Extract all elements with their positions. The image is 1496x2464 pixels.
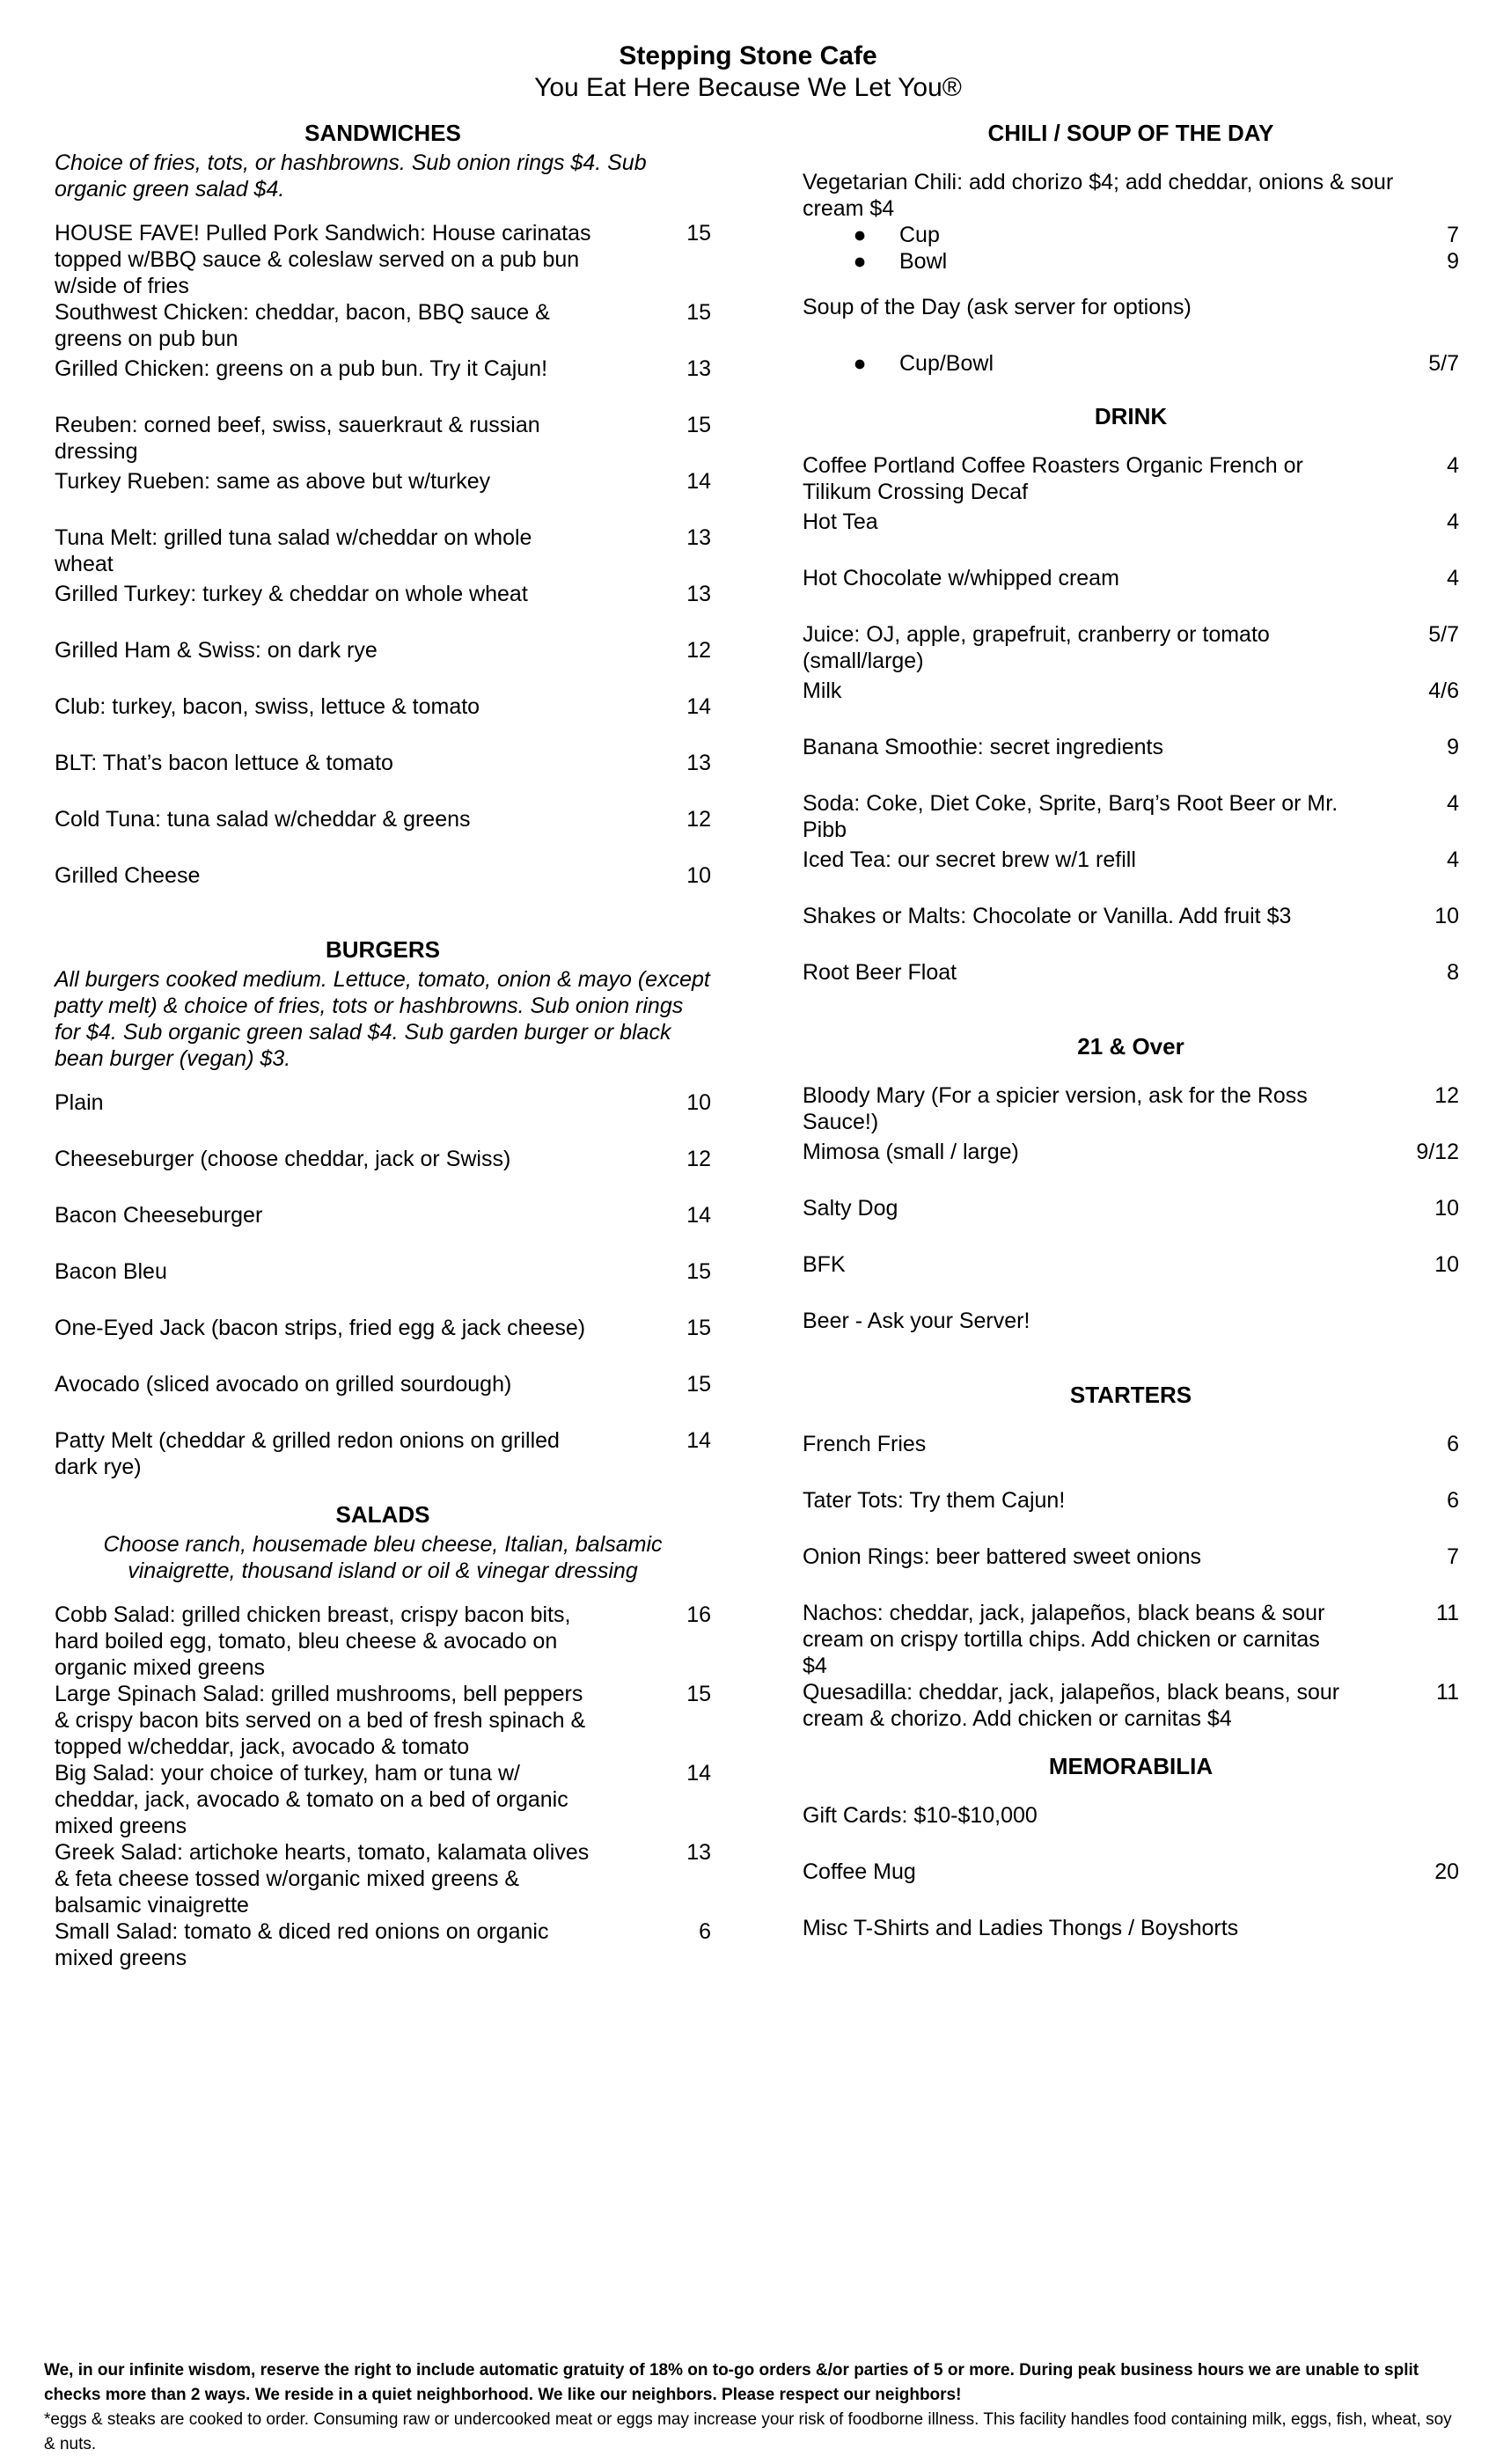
soup-cupbowl-row <box>803 350 1459 377</box>
menu-item <box>55 1681 711 1760</box>
section-title-chili: CHILI / SOUP OF THE DAY <box>987 120 1274 146</box>
menu-item <box>803 1431 1459 1487</box>
menu-item-name: Southwest Chicken: cheddar, bacon, BBQ sauce & greens on pub bun <box>55 300 550 351</box>
menu-item-price: 15 <box>686 1316 711 1340</box>
menu-item-name: Gift Cards: $10-$10,000 <box>803 1803 1038 1828</box>
menu-item-name: Greek Salad: artichoke hearts, tomato, kalamata olives & feta cheese tossed w/organic mixed greens & balsamic vinaigrette <box>55 1840 590 1918</box>
menu-item <box>803 1544 1459 1600</box>
menu-item-price: 4 <box>1447 847 1459 872</box>
menu-item-name: Beer - Ask your Server! <box>803 1309 1030 1333</box>
menu-item-price: 12 <box>686 1147 711 1171</box>
burgers-note: All burgers cooked medium. Lettuce, tomato, onion & mayo (except patty melt) & choice of fries, tots or hashbrowns. Sub onion rings for $4. Sub organic green salad $4. Sub garden burger or black bean burger (vegan) $3. <box>55 967 710 1071</box>
menu-item-price: 4 <box>1447 791 1459 816</box>
menu-item-name: Hot Chocolate w/whipped cream <box>803 566 1119 590</box>
menu-item <box>55 1202 711 1258</box>
menu-item <box>803 1859 1459 1915</box>
cafe-tagline: You Eat Here Because We Let You® <box>534 73 962 102</box>
menu-item <box>803 509 1459 565</box>
menu-item-price: 10 <box>1434 1196 1459 1221</box>
menu-item-name: Turkey Rueben: same as above but w/turkey <box>55 469 491 494</box>
menu-item <box>55 637 711 693</box>
salads-section <box>55 1501 711 1975</box>
menu-item-name: Small Salad: tomato & diced red onions on organic mixed greens <box>55 1919 549 1970</box>
menu-item-name: Bacon Bleu <box>55 1259 167 1284</box>
menu-item-name: Salty Dog <box>803 1196 898 1221</box>
menu-item-name: Tater Tots: Try them Cajun! <box>803 1488 1066 1513</box>
menu-item-price: 4/6 <box>1428 678 1459 703</box>
menu-item-name: Banana Smoothie: secret ingredients <box>803 735 1163 759</box>
menu-item-price: 10 <box>1434 1252 1459 1277</box>
menu-item-name: French Fries <box>803 1432 927 1456</box>
menu-item-price: 13 <box>686 751 711 775</box>
menu-item-price: 4 <box>1447 510 1459 534</box>
menu-item-price: 12 <box>1434 1083 1459 1108</box>
menu-item-name: Tuna Melt: grilled tuna salad w/cheddar on whole wheat <box>55 525 532 576</box>
menu-item-price: 9/12 <box>1416 1140 1459 1164</box>
chili-bowl-row <box>803 248 1459 275</box>
menu-item-price: 14 <box>686 1428 711 1453</box>
menu-item-name: Root Beer Float <box>803 960 957 985</box>
memorabilia-section <box>803 1753 1459 1971</box>
menu-item-name: Iced Tea: our secret brew w/1 refill <box>803 847 1136 872</box>
menu-item <box>803 847 1459 903</box>
menu-item-name: Plain <box>55 1090 104 1115</box>
menu-item-name: Mimosa (small / large) <box>803 1140 1019 1164</box>
chili-cup-row <box>803 222 1459 248</box>
left-column <box>55 120 711 1992</box>
menu-item <box>803 1139 1459 1195</box>
chili-section <box>803 120 1459 377</box>
menu-item <box>55 1258 711 1315</box>
section-title-starters: STARTERS <box>1069 1382 1192 1408</box>
menu-item <box>803 1195 1459 1251</box>
menu-item-price: 6 <box>699 1919 711 1944</box>
menu-item <box>803 790 1459 847</box>
menu-item-price: 8 <box>1447 960 1459 985</box>
menu-item-price: 15 <box>686 221 711 246</box>
menu-item <box>55 1315 711 1371</box>
menu-item-name: Bloody Mary (For a spicier version, ask for the Ross Sauce!) <box>803 1083 1308 1134</box>
section-title-salads: SALADS <box>335 1501 430 1528</box>
menu-item <box>803 1082 1459 1139</box>
menu-item-price: 13 <box>686 525 711 550</box>
menu-item <box>55 524 711 581</box>
menu-item-name: Large Spinach Salad: grilled mushrooms, bell peppers & crispy bacon bits served on a bed of fresh spinach & topped w/cheddar, jack, avocado & tomato <box>55 1682 586 1759</box>
menu-item <box>803 678 1459 734</box>
starters-section <box>803 1382 1459 1735</box>
menu-item-price: 16 <box>686 1602 711 1627</box>
salads-items <box>55 1602 711 1975</box>
salads-note: Choose ranch, housemade bleu cheese, Italian, balsamic vinaigrette, thousand island or oil & vinegar dressing <box>103 1532 663 1583</box>
menu-item-price: 20 <box>1434 1859 1459 1884</box>
bullet-icon: ● <box>853 249 867 274</box>
menu-item-name: Nachos: cheddar, jack, jalapeños, black beans & sour cream on crispy tortilla chips. Add chicken or carnitas $4 <box>803 1601 1325 1678</box>
menu-item-name: Soda: Coke, Diet Coke, Sprite, Barq’s Root Beer or Mr. Pibb <box>803 791 1338 842</box>
veg-chili-line: Vegetarian Chili: add chorizo $4; add cheddar, onions & sour cream $4 <box>803 170 1394 221</box>
menu-item <box>803 1308 1459 1364</box>
menu-item-name: Grilled Cheese <box>55 863 201 888</box>
menu-item <box>55 1918 711 1975</box>
menu-item-name: Patty Melt (cheddar & grilled redon onions on grilled dark rye) <box>55 1428 560 1479</box>
section-title-burgers: BURGERS <box>325 936 440 963</box>
menu-item-name: Misc T-Shirts and Ladies Thongs / Boyshorts <box>803 1916 1239 1940</box>
menu-item <box>55 693 711 750</box>
menu-item <box>55 581 711 637</box>
cafe-name: Stepping Stone Cafe <box>619 41 877 70</box>
chili-cup-price: 7 <box>1447 223 1459 247</box>
menu-item <box>55 1839 711 1918</box>
menu-item <box>55 299 711 356</box>
menu-item <box>55 1371 711 1427</box>
menu-item-price: 14 <box>686 469 711 494</box>
menu-item-price: 15 <box>686 413 711 437</box>
drink-section <box>803 403 1459 1016</box>
menu-item-name: Coffee Portland Coffee Roasters Organic French or Tilikum Crossing Decaf <box>803 453 1303 504</box>
menu-item-price: 14 <box>686 1761 711 1786</box>
menu-item <box>55 806 711 862</box>
menu-item-price: 13 <box>686 356 711 381</box>
menu-item-name: Grilled Turkey: turkey & cheddar on whole wheat <box>55 582 528 606</box>
menu-item-price: 10 <box>686 863 711 888</box>
menu-item-price: 14 <box>686 694 711 719</box>
footer-allergen-notice: *eggs & steaks are cooked to order. Consuming raw or undercooked meat or eggs may increase your risk of foodborne illness. This facility handles food containing milk, eggs, fish, wheat, soy & nuts. <box>44 2410 1452 2453</box>
menu-footer <box>44 2358 1452 2457</box>
menu-header <box>0 40 1496 104</box>
menu-item-name: Juice: OJ, apple, grapefruit, cranberry or tomato (small/large) <box>803 622 1270 673</box>
menu-item-name: Cheeseburger (choose cheddar, jack or Swiss) <box>55 1147 511 1171</box>
section-title-memorabilia: MEMORABILIA <box>1048 1753 1214 1779</box>
menu-item-price: 15 <box>686 1682 711 1706</box>
section-title-drink: DRINK <box>1094 403 1168 429</box>
menu-item-name: Club: turkey, bacon, swiss, lettuce & tomato <box>55 694 480 719</box>
menu-item-price: 4 <box>1447 566 1459 590</box>
starters-items <box>803 1431 1459 1735</box>
burgers-section <box>55 936 711 1484</box>
menu-item-price: 13 <box>686 1840 711 1865</box>
menu-item-name: Avocado (sliced avocado on grilled sourdough) <box>55 1372 512 1397</box>
menu-item <box>803 734 1459 790</box>
footer-policy: We, in our infinite wisdom, reserve the right to include automatic gratuity of 18% on to-go orders &/or parties of 5 or more. During peak business hours we are unable to split checks more than 2 ways. We reside in a quiet neighborhood. We like our neighbors. Please respect our neighbors! <box>44 2361 1419 2404</box>
memorabilia-items <box>803 1802 1459 1971</box>
sandwiches-items <box>55 220 711 919</box>
menu-item-price: 10 <box>1434 904 1459 928</box>
menu-item-name: BLT: That’s bacon lettuce & tomato <box>55 751 393 775</box>
menu-item-name: Coffee Mug <box>803 1859 916 1884</box>
menu-item-name: BFK <box>803 1252 846 1277</box>
menu-item <box>55 862 711 919</box>
soup-cupbowl-label: Cup/Bowl <box>899 351 994 376</box>
menu-item-name: HOUSE FAVE! Pulled Pork Sandwich: House carinatas topped w/BBQ sauce & coleslaw served on a pub bun w/side of fries <box>55 221 591 298</box>
menu-item-price: 4 <box>1447 453 1459 478</box>
menu-item-name: Big Salad: your choice of turkey, ham or tuna w/ cheddar, jack, avocado & tomato on a bed of organic mixed greens <box>55 1761 568 1838</box>
burgers-items <box>55 1089 711 1484</box>
menu-item-price: 7 <box>1447 1544 1459 1569</box>
menu-item-price: 14 <box>686 1203 711 1228</box>
menu-item-price: 13 <box>686 582 711 606</box>
menu-item <box>55 1602 711 1681</box>
bullet-icon: ● <box>853 223 867 247</box>
menu-item-name: Cold Tuna: tuna salad w/cheddar & greens <box>55 807 471 832</box>
menu-item <box>803 1915 1459 1971</box>
menu-item <box>803 1802 1459 1859</box>
menu-item-name: Bacon Cheeseburger <box>55 1203 263 1228</box>
menu-item-price: 15 <box>686 300 711 325</box>
soup-cupbowl-price: 5/7 <box>1428 351 1459 376</box>
menu-item-price: 10 <box>686 1090 711 1115</box>
menu-item <box>55 750 711 806</box>
menu-item-name: Grilled Chicken: greens on a pub bun. Try it Cajun! <box>55 356 548 381</box>
menu-item-price: 6 <box>1447 1432 1459 1456</box>
menu-item-name: Reuben: corned beef, swiss, sauerkraut & russian dressing <box>55 413 540 464</box>
right-column <box>803 120 1459 1989</box>
menu-item-name: Milk <box>803 678 842 703</box>
menu-item-price: 6 <box>1447 1488 1459 1513</box>
menu-item <box>803 452 1459 509</box>
menu-item <box>803 1600 1459 1679</box>
sandwiches-section <box>55 120 711 919</box>
over21-section <box>803 1033 1459 1364</box>
menu-item-name: Onion Rings: beer battered sweet onions <box>803 1544 1202 1569</box>
menu-item <box>55 1089 711 1146</box>
menu-item-price: 11 <box>1436 1601 1459 1625</box>
menu-item-price: 9 <box>1447 735 1459 759</box>
menu-item-price: 15 <box>686 1259 711 1284</box>
soup-of-day-line: Soup of the Day (ask server for options) <box>803 295 1192 319</box>
chili-bowl-price: 9 <box>1447 249 1459 274</box>
menu-item-price: 12 <box>686 638 711 663</box>
section-title-sandwiches: SANDWICHES <box>304 120 461 146</box>
menu-item <box>55 356 711 412</box>
menu-item <box>803 565 1459 621</box>
menu-item <box>55 220 711 299</box>
menu-item <box>55 468 711 524</box>
menu-item-name: One-Eyed Jack (bacon strips, fried egg & jack cheese) <box>55 1316 586 1340</box>
menu-item <box>803 903 1459 959</box>
menu-item <box>803 1251 1459 1308</box>
drink-items <box>803 452 1459 1016</box>
menu-item-price: 5/7 <box>1428 622 1459 647</box>
menu-item-name: Quesadilla: cheddar, jack, jalapeños, black beans, sour cream & chorizo. Add chicken or carnitas $4 <box>803 1680 1340 1731</box>
over21-items <box>803 1082 1459 1364</box>
chili-bowl-label: Bowl <box>899 249 948 274</box>
menu-item <box>803 1679 1459 1735</box>
menu-item <box>803 959 1459 1016</box>
menu-item-name: Shakes or Malts: Chocolate or Vanilla. Add fruit $3 <box>803 904 1292 928</box>
menu-item-name: Hot Tea <box>803 510 878 534</box>
menu-item-price: 15 <box>686 1372 711 1397</box>
section-title-over21: 21 & Over <box>1077 1033 1184 1060</box>
menu-item <box>55 1146 711 1202</box>
menu-item <box>55 412 711 468</box>
menu-item-name: Cobb Salad: grilled chicken breast, crispy bacon bits, hard boiled egg, tomato, bleu cheese & avocado on organic mixed greens <box>55 1602 571 1680</box>
menu-item <box>55 1760 711 1839</box>
menu-item <box>803 621 1459 678</box>
bullet-icon: ● <box>853 351 867 376</box>
chili-cup-label: Cup <box>899 223 940 247</box>
menu-item-price: 12 <box>686 807 711 832</box>
menu-item-price: 11 <box>1436 1680 1459 1705</box>
menu-item-name: Grilled Ham & Swiss: on dark rye <box>55 638 378 663</box>
sandwiches-note: Choice of fries, tots, or hashbrowns. Sub onion rings $4. Sub organic green salad $4. <box>55 150 647 202</box>
menu-item <box>55 1427 711 1484</box>
menu-item <box>803 1487 1459 1544</box>
